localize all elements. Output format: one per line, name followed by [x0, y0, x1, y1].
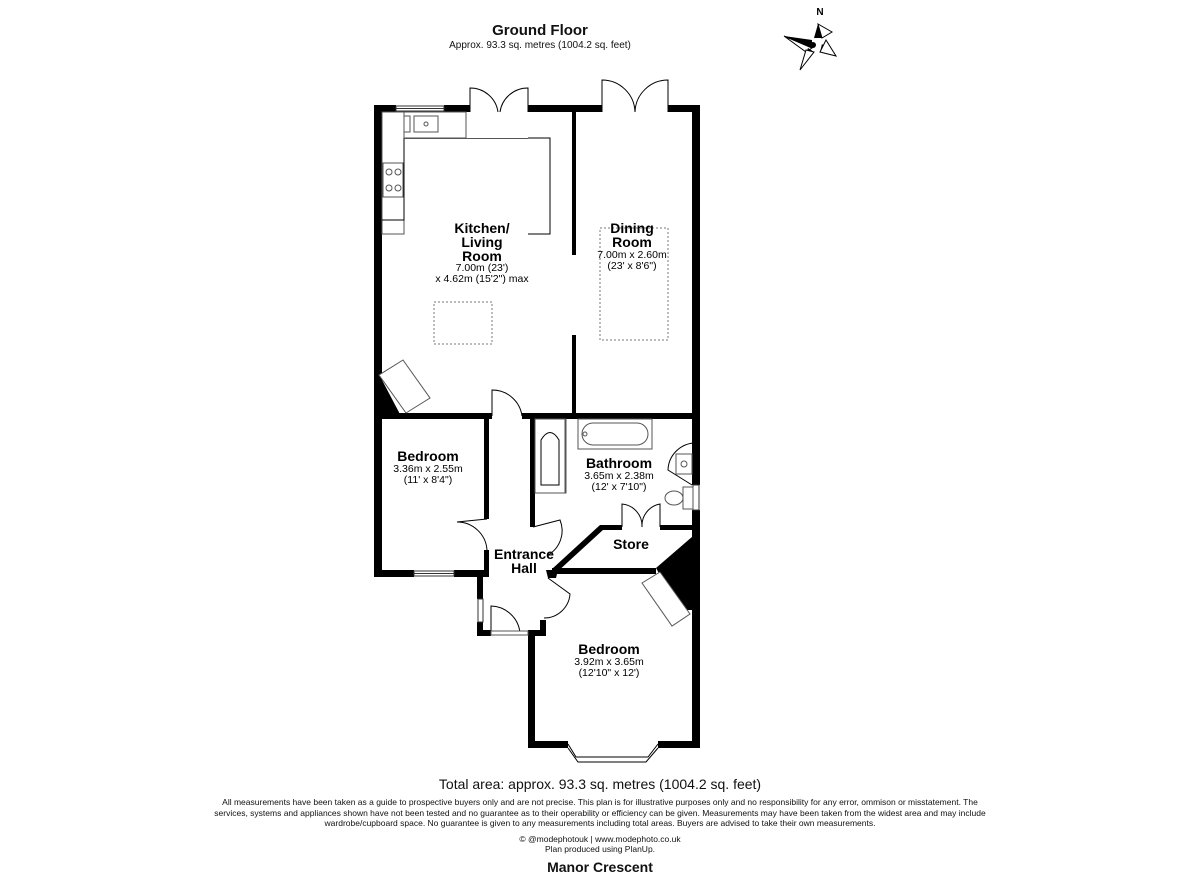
- room-entrance-hall: [494, 546, 554, 576]
- floor-area-subtitle: Approx. 93.3 sq. metres (1004.2 sq. feet): [449, 40, 631, 51]
- bathroom-dims-1: 3.65m x 2.38m: [584, 470, 654, 482]
- floor-title: Ground Floor: [492, 22, 588, 39]
- bedroom2-dims-2: (12'10" x 12'): [578, 667, 640, 679]
- compass-icon: [784, 7, 836, 70]
- bedroom1-dims-2: (11' x 8'4"): [403, 474, 453, 486]
- bedroom2-name: Bedroom: [578, 641, 640, 657]
- dining-name-2: Room: [612, 234, 652, 250]
- dining-dims-1: 7.00m x 2.60m: [597, 249, 667, 261]
- bedroom1-name: Bedroom: [397, 448, 459, 464]
- credit-line-2: Plan produced using PlanUp.: [544, 844, 656, 854]
- bedroom1-dims-1: 3.36m x 2.55m: [393, 463, 463, 475]
- compass-north-label: N: [816, 7, 824, 18]
- credit: [0, 834, 1200, 854]
- dining-name-1: Dining: [610, 220, 654, 236]
- property-address: Manor Crescent: [547, 859, 653, 875]
- room-store: [613, 536, 649, 552]
- disclaimer: All measurements have been taken as a guide to prospective buyers only and are not precise. This plan is for illustrative purposes only and no responsibility for any error, ommison or misstatement. The services, systems and appliances shown have not been tested and no guarantee as to their operability or efficiency can be given. Measurements may have been taken from the widest area and may include wardrobe/cupboard space. No guarantee is given to any measurements including total areas. Buyers are advised to take their own measurements.: [214, 797, 986, 828]
- hall-name-2: Hall: [511, 560, 537, 576]
- kitchen-name-2: Living: [461, 234, 503, 250]
- store-name: Store: [613, 536, 649, 552]
- bathroom-name: Bathroom: [585, 455, 653, 471]
- room-bedroom-2: [574, 641, 644, 679]
- total-area: Total area: approx. 93.3 sq. metres (1004.2 sq. feet): [438, 776, 762, 792]
- room-kitchen-living: [435, 220, 529, 285]
- room-bedroom-1: [393, 448, 463, 486]
- room-bathroom: [584, 455, 654, 493]
- kitchen-name-1: Kitchen/: [454, 220, 510, 236]
- kitchen-dims-1: 7.00m (23'): [455, 262, 509, 274]
- hall-name-1: Entrance: [494, 546, 554, 562]
- credit-line-1: © @modephotouk | www.modephoto.co.uk: [519, 834, 681, 844]
- bathroom-dims-2: (12' x 7'10"): [591, 481, 647, 493]
- kitchen-name-3: Room: [462, 248, 502, 264]
- kitchen-dims-2: x 4.62m (15'2") max: [435, 273, 529, 285]
- dining-dims-2: (23' x 8'6"): [607, 260, 657, 272]
- bedroom2-dims-1: 3.92m x 3.65m: [574, 656, 644, 668]
